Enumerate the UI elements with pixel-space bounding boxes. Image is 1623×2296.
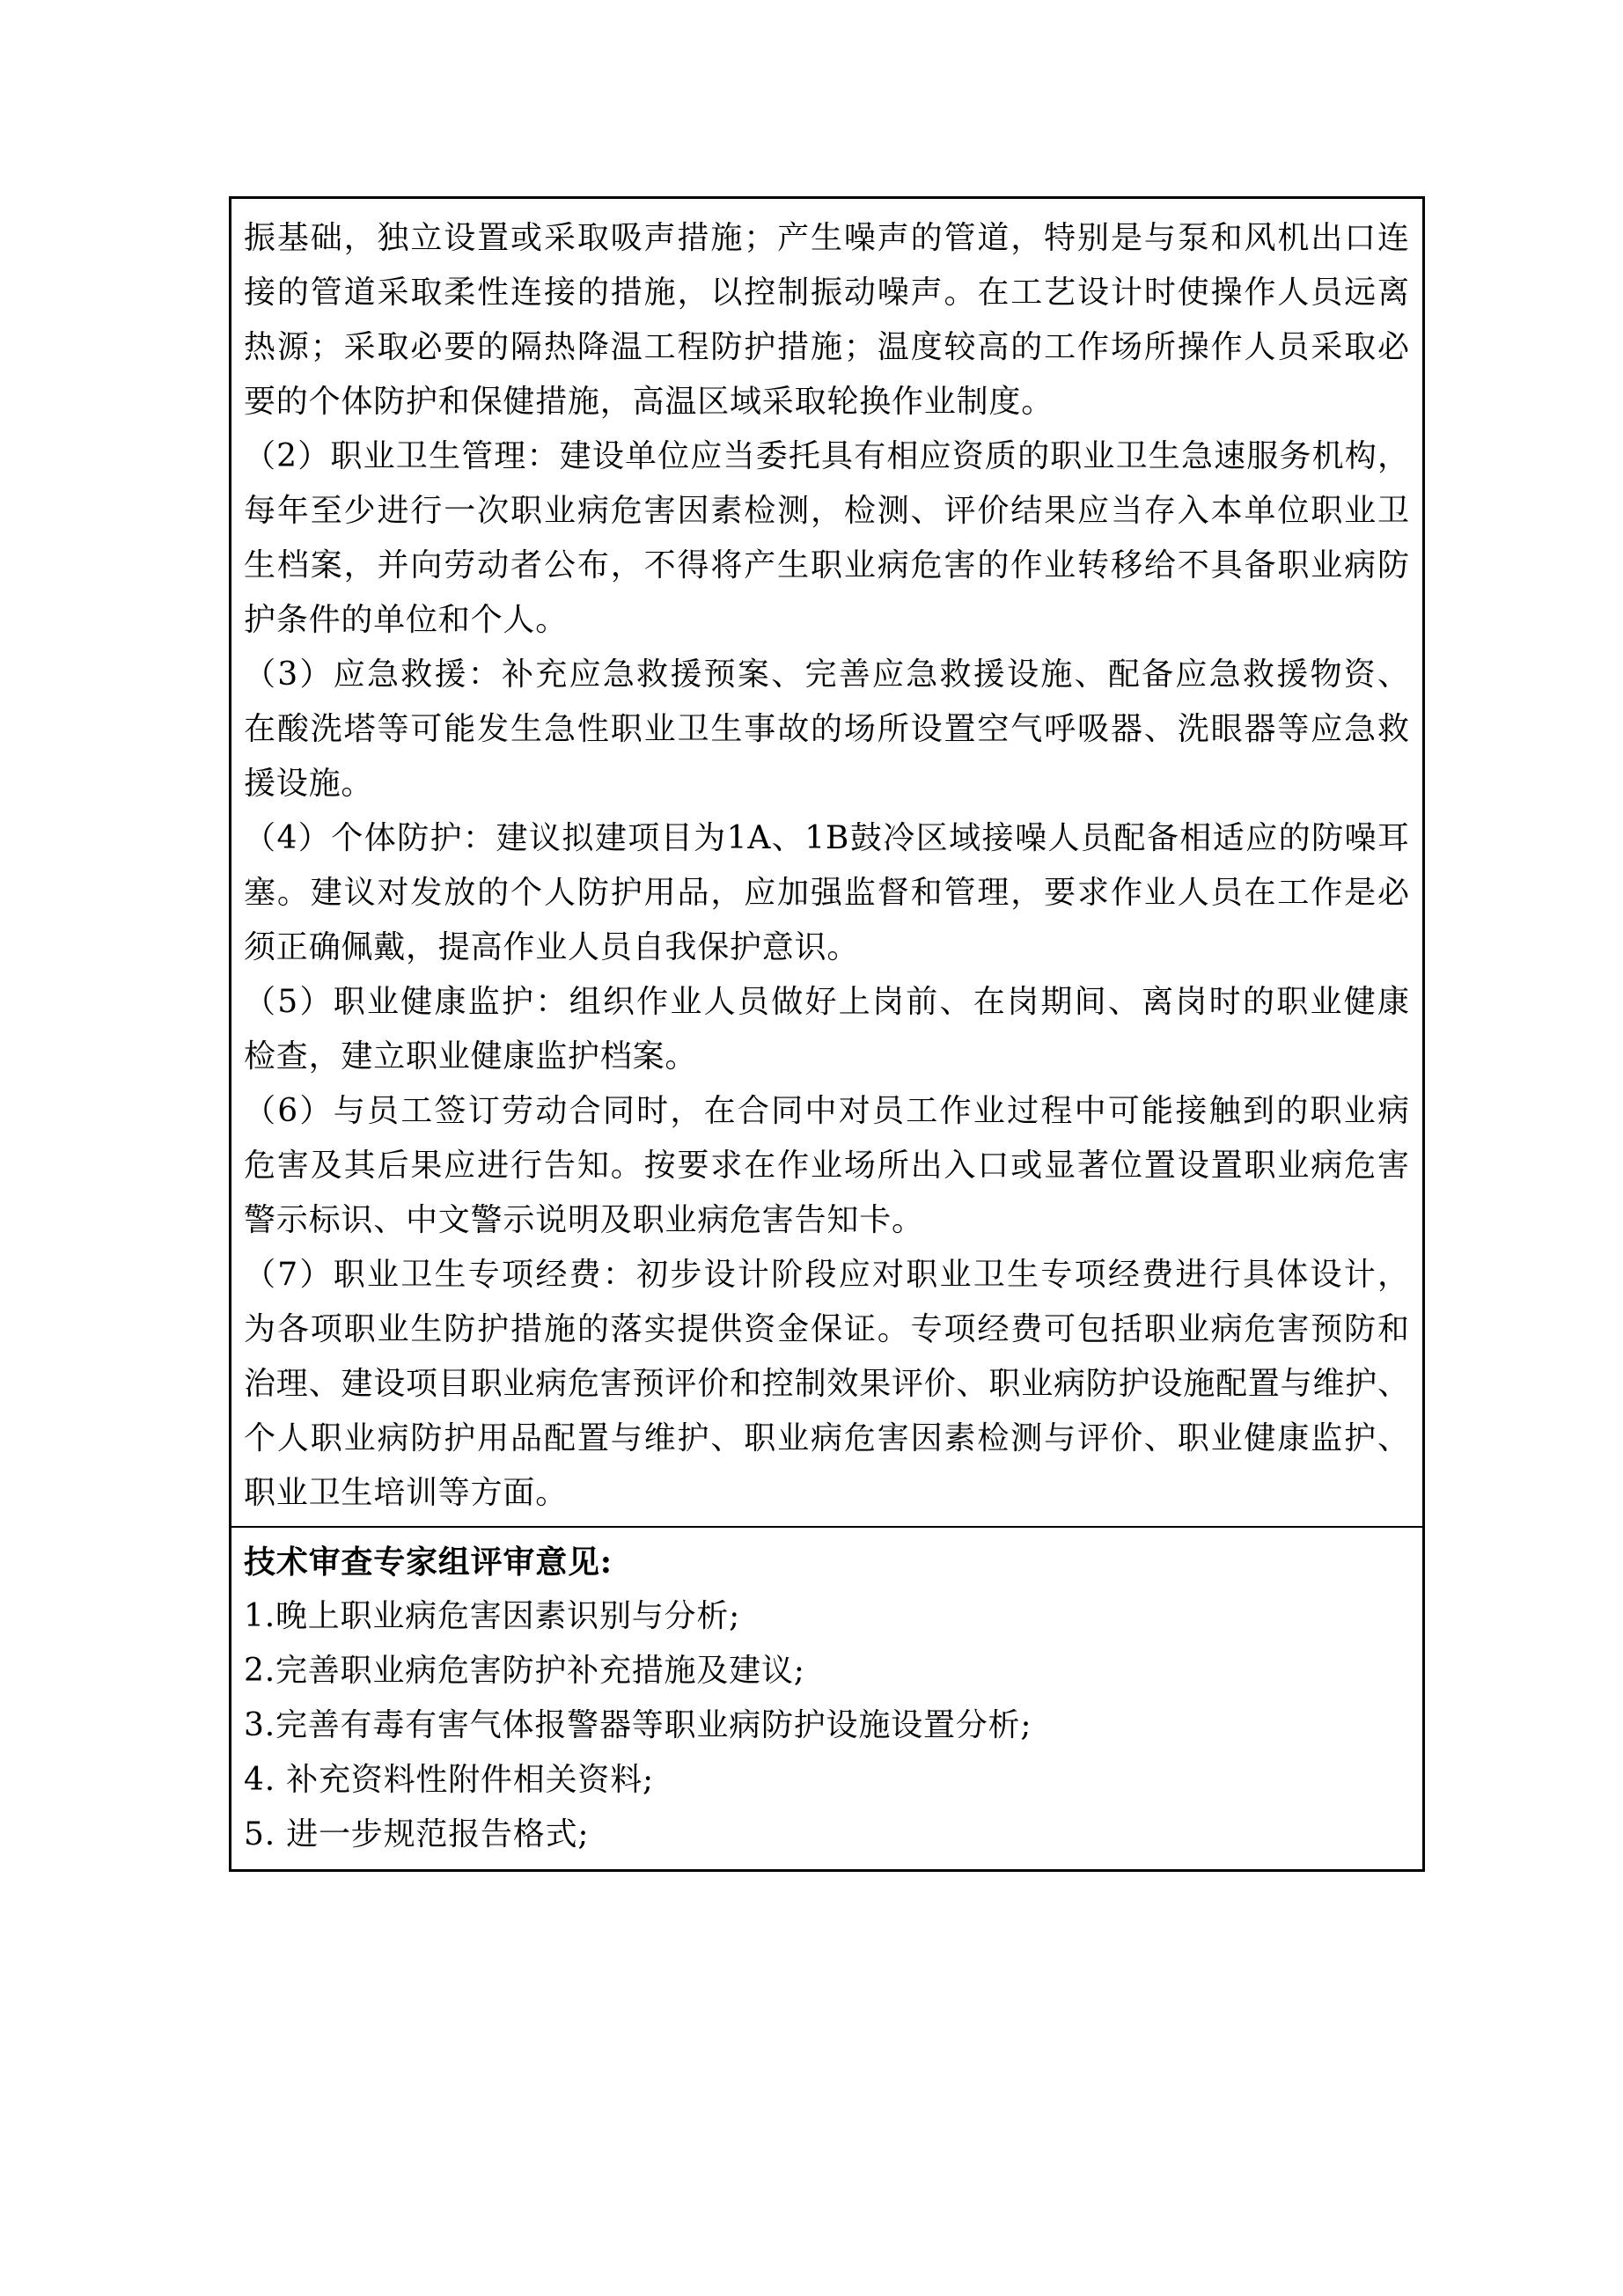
text-line: 警示标识、中文警示说明及职业病危害告知卡。 — [244, 1202, 924, 1238]
measures-row — [231, 198, 1424, 1528]
text-line: 接的管道采取柔性连接的措施，以控制振动噪声。在工艺设计时使操作人员远离 — [244, 275, 1410, 311]
text-line: 要的个体防护和保健措施，高温区域采取轮换作业制度。 — [244, 384, 1054, 420]
review-item: 4. 补充资料性附件相关资料; — [244, 1762, 654, 1798]
review-row — [231, 1527, 1424, 1871]
text-line: 生档案，并向劳动者公布，不得将产生职业病危害的作业转移给不具备职业病防 — [244, 547, 1410, 583]
review-heading: 技术审查专家组评审意见: — [244, 1544, 613, 1581]
document-table — [229, 196, 1425, 1872]
review-item: 3.完善有毒有害气体报警器等职业病防护设施设置分析; — [244, 1707, 1032, 1743]
text-line: 在酸洗塔等可能发生急性职业卫生事故的场所设置空气呼吸器、洗眼器等应急救 — [244, 711, 1410, 747]
review-cell — [231, 1527, 1424, 1871]
text-line: 检查，建立职业健康监护档案。 — [244, 1038, 698, 1075]
text-line: 热源；采取必要的隔热降温工程防护措施；温度较高的工作场所操作人员采取必 — [244, 329, 1410, 365]
text-line: 为各项职业生防护措施的落实提供资金保证。专项经费可包括职业病危害预防和 — [244, 1311, 1410, 1347]
review-item: 5. 进一步规范报告格式; — [244, 1816, 590, 1852]
text-line: 职业卫生培训等方面。 — [244, 1475, 569, 1511]
text-line: （5）职业健康监护：组织作业人员做好上岗前、在岗期间、离岗时的职业健康 — [244, 984, 1410, 1020]
text-line: （7）职业卫生专项经费：初步设计阶段应对职业卫生专项经费进行具体设计， — [244, 1257, 1410, 1293]
text-line: （2）职业卫生管理：建设单位应当委托具有相应资质的职业卫生急速服务机构， — [244, 438, 1410, 474]
text-line: 治理、建设项目职业病危害预评价和控制效果评价、职业病防护设施配置与维护、 — [244, 1366, 1410, 1402]
text-line: 塞。建议对发放的个人防护用品，应加强监督和管理，要求作业人员在工作是必 — [244, 875, 1410, 911]
text-line: （4）个体防护：建议拟建项目为1A、1B鼓冷区域接噪人员配备相适应的防噪耳 — [244, 820, 1410, 856]
text-line: 每年至少进行一次职业病危害因素检测，检测、评价结果应当存入本单位职业卫 — [244, 493, 1410, 529]
measures-cell — [231, 198, 1424, 1528]
text-line: 振基础，独立设置或采取吸声措施；产生噪声的管道，特别是与泵和风机出口连 — [244, 220, 1410, 256]
text-line: 援设施。 — [244, 766, 374, 802]
text-line: 须正确佩戴，提高作业人员自我保护意识。 — [244, 929, 860, 965]
text-line: （3）应急救援：补充应急救援预案、完善应急救援设施、配备应急救援物资、 — [244, 657, 1410, 693]
text-line: 个人职业病防护用品配置与维护、职业病危害因素检测与评价、职业健康监护、 — [244, 1420, 1410, 1456]
review-item: 2.完善职业病危害防护补充措施及建议; — [244, 1653, 805, 1689]
review-item: 1.晚上职业病危害因素识别与分析; — [244, 1598, 741, 1634]
text-line: （6）与员工签订劳动合同时，在合同中对员工作业过程中可能接触到的职业病 — [244, 1093, 1410, 1129]
text-line: 护条件的单位和个人。 — [244, 602, 569, 638]
text-line: 危害及其后果应进行告知。按要求在作业场所出入口或显著位置设置职业病危害 — [244, 1148, 1410, 1184]
